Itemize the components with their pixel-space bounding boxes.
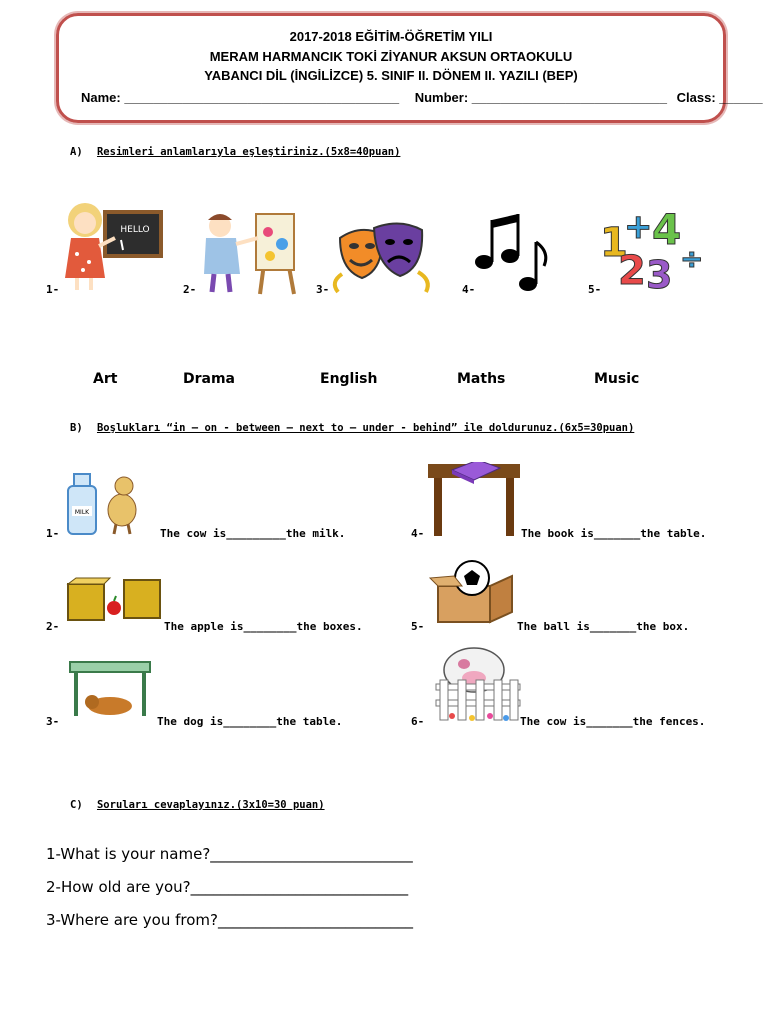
section-b-letter: B) [70,422,83,434]
item-number: 1- [46,527,60,540]
section-b-heading [70,422,634,434]
fill-sentence: The cow is_________the milk. [160,527,346,540]
picture-number: 4- [462,283,476,296]
item-number: 6- [411,715,425,728]
school-year-title: 2017-2018 EĞİTİM-ÖĞRETİM YILI [289,29,493,44]
section-a-instruction: Resimleri anlamlarıyla eşleştiriniz.(5x8=40puan) [96,146,401,158]
fill-sentence: The dog is________the table. [157,715,343,728]
cow-milk-picture [66,472,142,536]
drama-masks-picture [330,218,440,298]
item-number: 5- [411,620,425,633]
match-word: Music [594,371,640,387]
item-number: 3- [46,715,60,728]
music-notes-picture [470,212,556,296]
match-word: Drama [183,371,236,387]
section-a-heading [70,146,400,158]
svg-text:1: 1 [600,220,628,266]
picture-number: 1- [46,283,60,296]
name-field[interactable]: Name: ______________________________________ [81,90,400,105]
match-word: Art [93,371,118,387]
svg-text:2: 2 [618,248,646,292]
picture-number: 5- [588,283,602,296]
school-name: MERAM HARMANCIK TOKİ ZİYANUR AKSUN ORTAOKULU [209,49,573,64]
svg-text:3: 3 [646,253,673,292]
question-origin[interactable]: 3-Where are you from?__________________________ [46,911,413,929]
match-word: Maths [457,371,506,387]
item-number: 2- [46,620,60,633]
ball-box-picture [428,556,518,624]
question-name[interactable]: 1-What is your name?___________________________ [46,845,413,863]
svg-text:÷: ÷ [680,242,704,275]
fill-sentence: The book is_______the table. [521,527,707,540]
section-c-heading [70,799,325,811]
apple-boxes-picture [66,574,162,622]
cow-fence-picture [434,644,522,724]
maths-numbers-picture [598,198,704,292]
picture-number: 3- [316,283,330,296]
section-c-instruction: Soruları cevaplayınız.(3x10=30 puan) [96,799,325,811]
fill-sentence: The ball is_______the box. [517,620,690,633]
fill-sentence: The apple is________the boxes. [164,620,363,633]
item-number: 4- [411,527,425,540]
girl-blackboard-picture [55,198,165,294]
exam-title: YABANCI DİL (İNGİLİZCE) 5. SINIF II. DÖNEM II. YAZILI (BEP) [204,68,578,83]
number-field[interactable]: Number: ___________________________ [414,90,667,105]
dog-table-picture [68,660,152,718]
header-box [56,13,763,123]
match-word: English [320,371,378,387]
svg-text:4: 4 [652,205,682,254]
child-painting-picture [198,208,298,296]
question-age[interactable]: 2-How old are you?_____________________________ [46,878,409,896]
picture-number: 2- [183,283,197,296]
hello-text: HELLO [120,225,150,235]
book-table-picture [428,462,520,538]
class-field[interactable]: Class: ______ [676,90,763,105]
student-info-row [81,90,763,105]
fill-sentence: The cow is_______the fences. [520,715,706,728]
section-c-letter: C) [70,799,83,811]
section-b-instruction: Boşlukları “in – on - between – next to – under - behind” ile doldurunuz.(6x5=30puan) [96,422,635,434]
section-a-letter: A) [70,146,83,158]
milk-label: MILK [74,509,90,516]
svg-text:+: + [624,207,653,247]
